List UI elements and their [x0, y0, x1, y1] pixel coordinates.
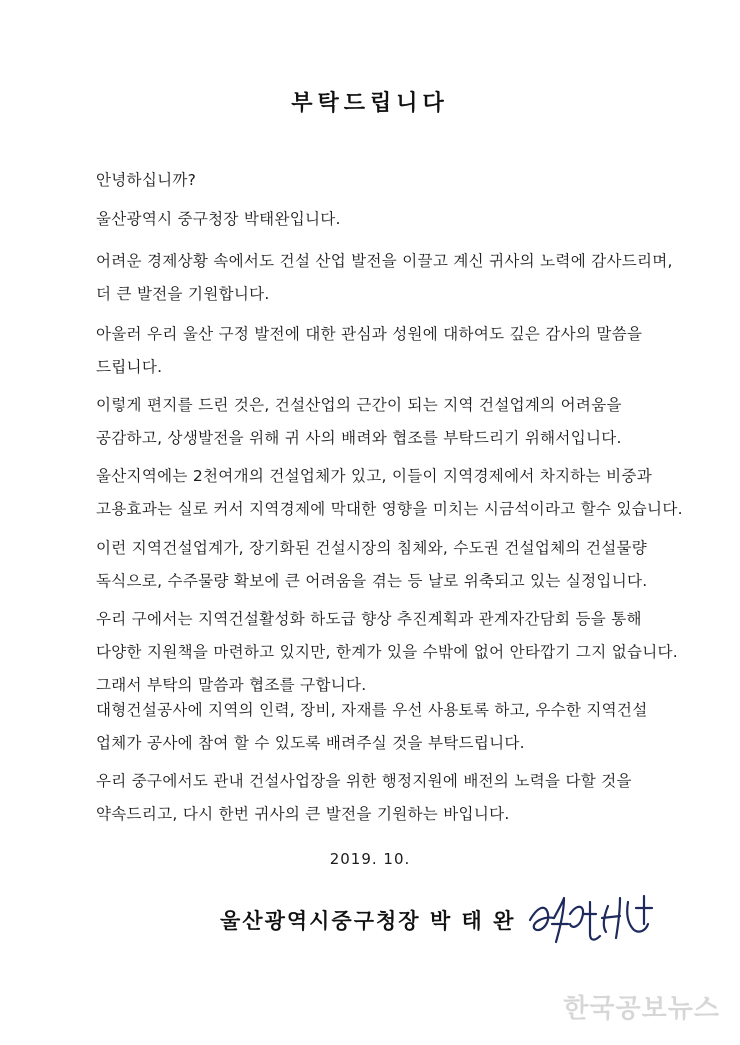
paragraph-introduction: 울산광역시 중구청장 박태완입니다. [96, 210, 341, 228]
paragraph-support-thanks: 아울러 우리 울산 구정 발전에 대한 관심과 성원에 대하여도 깊은 감사의 말씀을 드립니다. [96, 325, 643, 376]
paragraph-support-measures: 우리 구에서는 지역건설활성화 하도급 향상 추진계획과 관계자간담회 등을 통해 다양한 지원책을 마련하고 있지만, 한계가 있을 수밖에 없어 안타깝기 그지 없습니다. 그래서 부탁의 말씀과 협조를 구합니다. [96, 610, 679, 694]
paragraph-closing: 우리 중구에서도 관내 건설사업장을 위한 행정지원에 배전의 노력을 다할 것을 약속드리고, 다시 한번 귀사의 큰 발전을 기원하는 바입니다. [96, 772, 632, 823]
page-title: 부탁드립니다 [291, 91, 449, 116]
letter-date: 2019. 10. [329, 850, 411, 868]
paragraph-greeting: 안녕하십니까? [96, 171, 197, 189]
paragraph-gratitude: 어려운 경제상황 속에서도 건설 산업 발전을 이끌고 계신 귀사의 노력에 감사드리며, 더 큰 발전을 기원합니다. [96, 252, 673, 303]
paragraph-regional-industry: 울산지역에는 2천여개의 건설업체가 있고, 이들이 지역경제에서 차지하는 비중과 고용효과는 실로 커서 지역경제에 막대한 영향을 미치는 시금석이라고 할수 있습니다. [96, 467, 683, 518]
paragraph-difficulties: 이런 지역건설업계가, 장기화된 건설시장의 침체와, 수도권 건설업체의 건설물량 독식으로, 수주물량 확보에 큰 어려움을 겪는 등 날로 위축되고 있는 실정입니다. [96, 539, 648, 590]
paragraph-request: 대형건설공사에 지역의 인력, 장비, 자재를 우선 사용토록 하고, 우수한 지역건설 업체가 공사에 참여 할 수 있도록 배려주실 것을 부탁드립니다. [96, 701, 648, 752]
handwritten-signature [524, 884, 664, 956]
signatory-name: 울산광역시중구청장 박 태 완 [220, 909, 516, 933]
paragraph-purpose: 이렇게 편지를 드린 것은, 건설산업의 근간이 되는 지역 건설업계의 어려움을 공감하고, 상생발전을 위해 귀 사의 배려와 협조를 부탁드리기 위해서입니다. [96, 396, 622, 447]
watermark-text: 한국공보뉴스 [563, 994, 720, 1024]
